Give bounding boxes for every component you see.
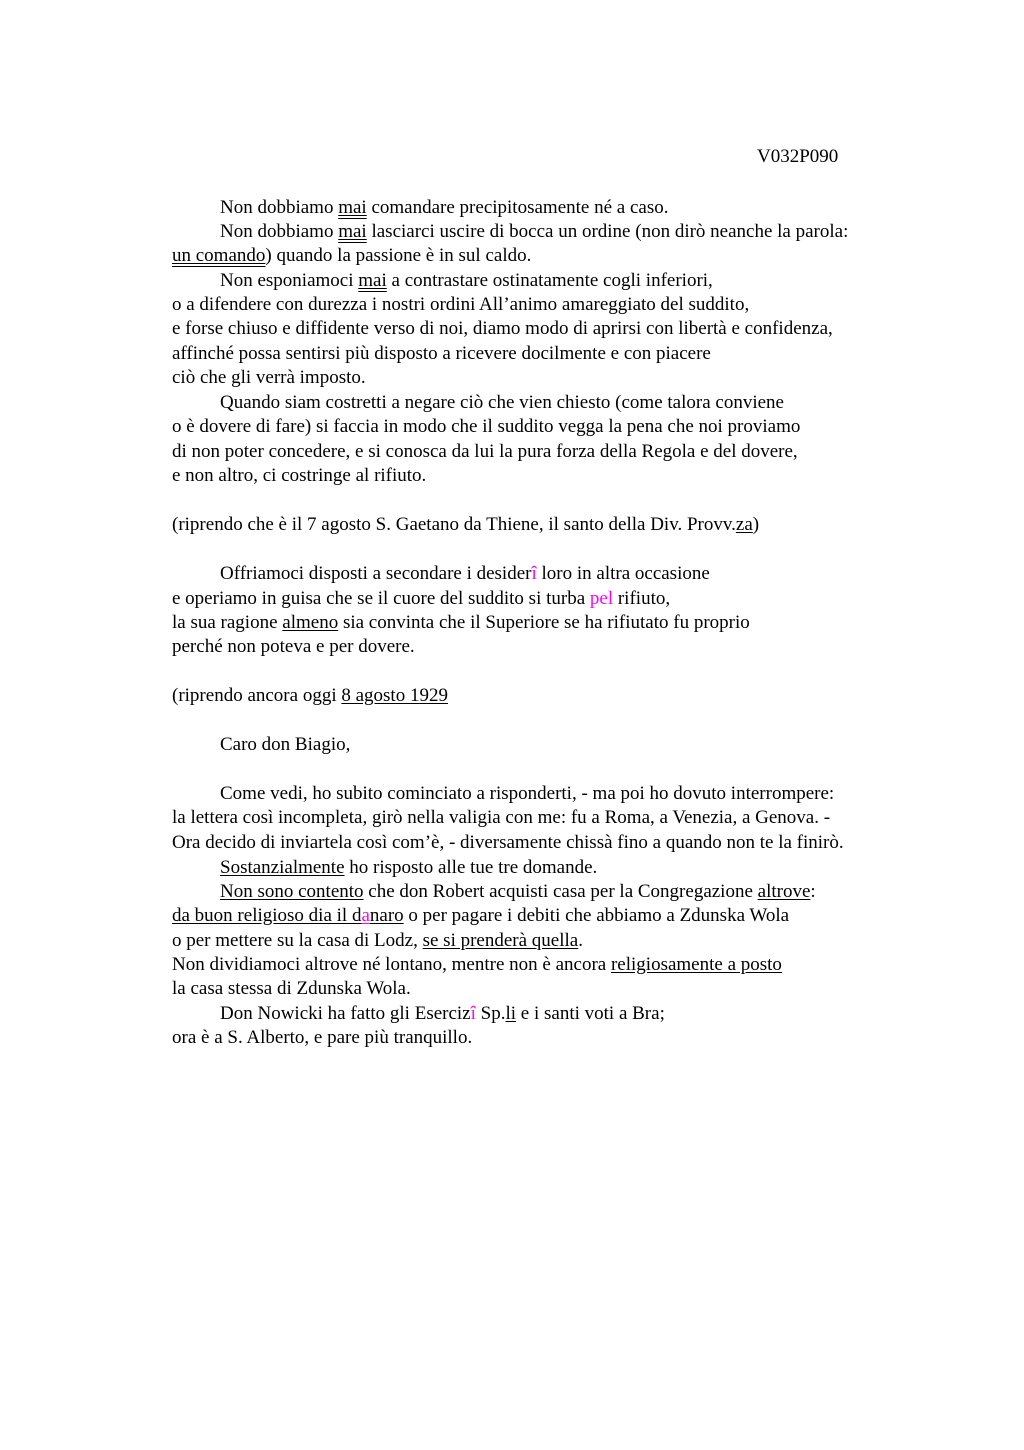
text-segment: : (810, 881, 816, 902)
underlined-text: religiosamente a posto (610, 954, 782, 975)
text-segment: e non altro, ci costringe al rifiuto. (172, 465, 427, 486)
text-line (172, 513, 759, 537)
underlined-text: 8 agosto 1929 (341, 685, 448, 706)
underlined-text: un comando (172, 245, 266, 266)
text-line (172, 587, 670, 611)
text-segment: e operiamo in guisa che se il cuore del suddito si turba (172, 588, 590, 609)
text-segment: Offriamoci disposti a secondare i desider (220, 563, 532, 584)
text-segment: a contrastare ostinatamente cogli inferiori, (386, 270, 713, 291)
text-line (172, 366, 366, 390)
text-segment: ora è a S. Alberto, e pare più tranquillo. (172, 1027, 473, 1048)
underlined-text: mai (358, 270, 387, 291)
text-line (172, 806, 830, 830)
text-line (172, 611, 750, 635)
underlined-text: da buon religioso dia il d (172, 905, 362, 926)
text-segment: ciò che gli verrà imposto. (172, 367, 366, 388)
text-segment: (riprendo ancora oggi (172, 685, 342, 706)
underlined-text: se si prenderà quella (422, 930, 579, 951)
text-line (172, 293, 749, 317)
text-segment: che don Robert acquisti casa per la Congregazione (363, 881, 758, 902)
text-segment: ho risposto alle tue tre domande. (344, 857, 598, 878)
text-segment: sia convinta che il Superiore se ha rifiutato fu proprio (338, 612, 750, 633)
text-segment: lasciarci uscire di bocca un ordine (non dirò neanche la parola: (366, 221, 849, 242)
text-segment: o a difendere con durezza i nostri ordini All’animo amareggiato del suddito, (172, 294, 750, 315)
text-line (172, 929, 583, 953)
text-segment: di non poter concedere, e si conosca da lui la pura forza della Regola e del dovere, (172, 441, 798, 462)
text-line (172, 317, 833, 341)
text-segment: Don Nowicki ha fatto gli Eserciz (220, 1003, 471, 1024)
text-segment: perché non poteva e per dovere. (172, 636, 415, 657)
text-segment: Ora decido di inviartela così com’è, - diversamente chissà fino a quando non te la finirò. (172, 832, 844, 853)
text-line (172, 684, 448, 708)
underlined-text: almeno (282, 612, 339, 633)
text-segment: la lettera così incompleta, girò nella valigia con me: fu a Roma, a Venezia, a Genova. - (172, 807, 831, 828)
text-segment: comandare precipitosamente né a caso. (366, 197, 669, 218)
text-segment: (riprendo che è il 7 agosto S. Gaetano da Thiene, il santo della Div. Provv. (172, 514, 736, 535)
text-segment: Non dividiamoci altrove né lontano, mentre non è ancora (172, 954, 611, 975)
text-segment: Caro don Biagio, (220, 734, 351, 755)
text-segment: Non esponiamoci (220, 270, 359, 291)
underlined-text: a (361, 905, 370, 926)
text-line (172, 342, 711, 366)
text-line (172, 244, 531, 268)
underlined-text: Non sono contento (220, 881, 364, 902)
text-line (220, 196, 668, 220)
highlighted-text: î (531, 563, 537, 584)
underlined-text: Sostanzialmente (220, 857, 345, 878)
text-segment: Quando siam costretti a negare ciò che vien chiesto (come talora conviene (220, 392, 784, 413)
underlined-text: mai (338, 197, 367, 218)
text-segment: ) (752, 514, 760, 535)
text-line (172, 1026, 472, 1050)
text-segment: Sp. (475, 1003, 506, 1024)
text-line (220, 856, 597, 880)
text-line (172, 635, 415, 659)
text-line (220, 269, 713, 293)
text-segment: Come vedi, ho subito cominciato a risponderti, - ma poi ho dovuto interrompere: (220, 783, 835, 804)
text-line (220, 220, 848, 244)
page-id: V032P090 (757, 146, 839, 167)
text-line (172, 904, 789, 928)
text-line (172, 440, 798, 464)
text-line (220, 1002, 665, 1026)
text-line (172, 464, 426, 488)
highlighted-text: î (470, 1003, 476, 1024)
text-line (172, 953, 782, 977)
text-segment: loro in altra occasione (536, 563, 710, 584)
highlighted-text: pel (589, 588, 614, 609)
underlined-text: mai (338, 221, 367, 242)
text-line (172, 831, 844, 855)
text-segment: Non dobbiamo (220, 221, 339, 242)
underlined-text: za (735, 514, 753, 535)
text-segment: o è dovere di fare) si faccia in modo che il suddito vegga la pena che noi proviamo (172, 416, 801, 437)
text-segment: affinché possa sentirsi più disposto a ricevere docilmente e con piacere (172, 343, 711, 364)
text-line (220, 562, 710, 586)
text-segment: Non dobbiamo (220, 197, 339, 218)
text-segment: la casa stessa di Zdunska Wola. (172, 978, 411, 999)
text-segment: e forse chiuso e diffidente verso di noi, diamo modo di aprirsi con libertà e confidenza, (172, 318, 833, 339)
text-segment: ) quando la passione è in sul caldo. (265, 245, 532, 266)
text-line (220, 391, 784, 415)
text-segment: e i santi voti a Bra; (516, 1003, 665, 1024)
text-line (220, 880, 816, 904)
text-line (220, 733, 350, 757)
text-segment: la sua ragione (172, 612, 283, 633)
text-segment: o per mettere su la casa di Lodz, (172, 930, 423, 951)
underlined-text: altrove (757, 881, 811, 902)
text-line (220, 782, 834, 806)
text-segment: o per pagare i debiti che abbiamo a Zdunska Wola (403, 905, 790, 926)
text-segment: . (578, 930, 583, 951)
text-line (172, 977, 411, 1001)
underlined-text: li (505, 1003, 517, 1024)
text-line (172, 415, 800, 439)
text-segment: rifiuto, (613, 588, 671, 609)
underlined-text: naro (369, 905, 404, 926)
